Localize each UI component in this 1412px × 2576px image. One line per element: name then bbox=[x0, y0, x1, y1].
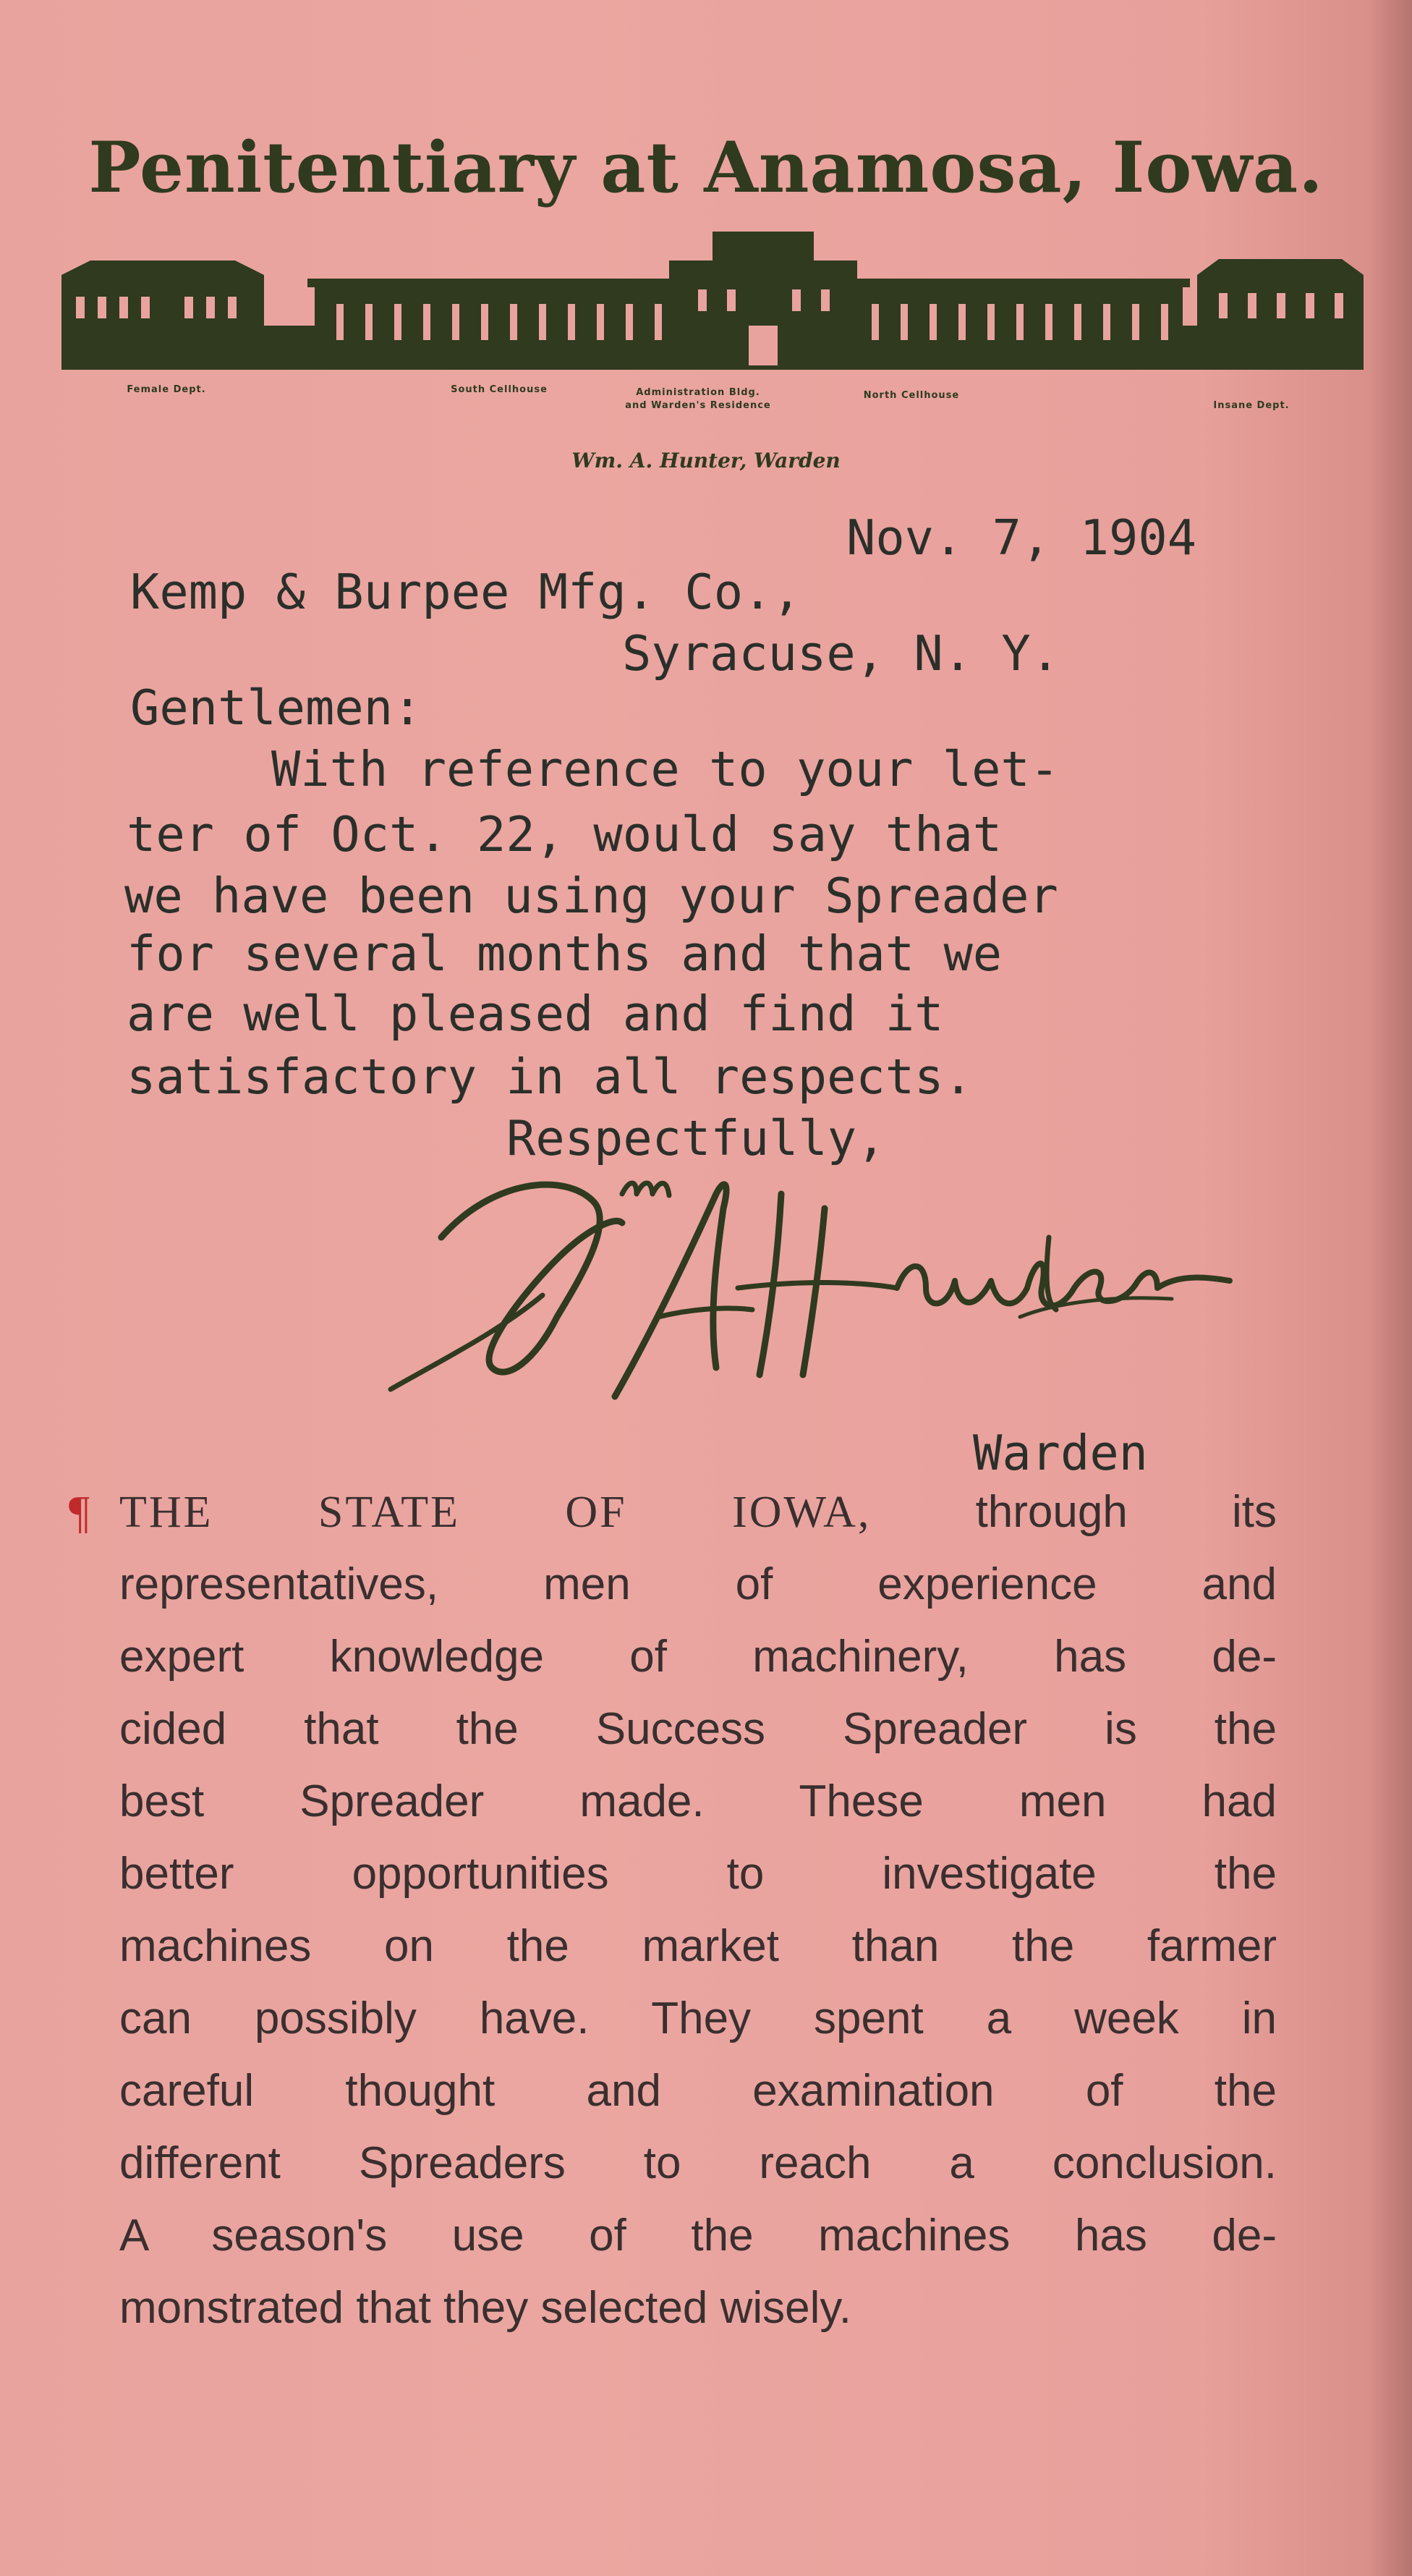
letter-body-line: we have been using your Spreader bbox=[124, 868, 1058, 924]
paragraph-line bbox=[119, 1476, 1277, 1548]
dept-label-north-cellhouse bbox=[832, 389, 991, 402]
prison-building-illustration bbox=[61, 232, 1364, 376]
paragraph-line: A season's use of the machines has de- bbox=[119, 2211, 1277, 2261]
paragraph-line: monstrated that they selected wisely. bbox=[119, 2283, 852, 2333]
dept-label-text: Administration Bldg. bbox=[636, 387, 760, 398]
dept-label-subtext: and Warden's Residence bbox=[625, 400, 771, 411]
handwritten-signature bbox=[376, 1151, 1317, 1411]
letter-recipient-line1: Kemp & Burpee Mfg. Co., bbox=[130, 564, 801, 620]
letter-signer-title: Warden bbox=[973, 1425, 1149, 1481]
letter-salutation: Gentlemen: bbox=[130, 679, 422, 736]
letter-recipient-line2: Syracuse, N. Y. bbox=[622, 625, 1060, 682]
paragraph-line: can possibly have. They spent a week in bbox=[119, 1994, 1277, 2043]
printed-paragraph bbox=[119, 1476, 1277, 2344]
dept-label-text: North Cellhouse bbox=[863, 390, 960, 401]
paragraph-line-rest: through its bbox=[975, 1487, 1277, 1537]
dept-label-administration bbox=[600, 386, 796, 412]
pilcrow-marker: ¶ bbox=[69, 1486, 90, 1538]
dept-label-text: South Cellhouse bbox=[451, 384, 548, 395]
dept-label-south-cellhouse bbox=[420, 384, 579, 397]
letter-body-line: are well pleased and find it bbox=[127, 986, 944, 1042]
paragraph-line: different Spreaders to reach a conclusion. bbox=[119, 2138, 1277, 2188]
letterhead-warden: Wm. A. Hunter, Warden bbox=[571, 449, 841, 473]
letter-closing: Respectfully, bbox=[506, 1110, 886, 1166]
letterhead-title: Penitentiary at Anamosa, Iowa. bbox=[88, 127, 1324, 208]
paragraph-line: best Spreader made. These men had bbox=[119, 1776, 1277, 1826]
dept-label-text: Female Dept. bbox=[127, 384, 206, 395]
paragraph-lead: THE STATE OF IOWA, bbox=[119, 1488, 872, 1537]
paragraph-line: careful thought and examination of the bbox=[119, 2066, 1277, 2116]
dept-label-text: Insane Dept. bbox=[1213, 400, 1290, 411]
paragraph-line: representatives, men of experience and bbox=[119, 1559, 1277, 1609]
page-edge-shadow bbox=[1369, 0, 1412, 2576]
letter-body-line: satisfactory in all respects. bbox=[127, 1048, 973, 1105]
paragraph-line: machines on the market than the farmer bbox=[119, 1921, 1277, 1971]
paragraph-line: expert knowledge of machinery, has de- bbox=[119, 1632, 1277, 1682]
dept-label-female bbox=[94, 384, 239, 397]
letter-date: Nov. 7, 1904 bbox=[846, 509, 1197, 566]
letter-body-line: ter of Oct. 22, would say that bbox=[127, 806, 1003, 863]
letter-body-line: for several months and that we bbox=[127, 925, 1003, 982]
paragraph-line: better opportunities to investigate the bbox=[119, 1849, 1277, 1899]
paragraph-line: cided that the Success Spreader is the bbox=[119, 1704, 1277, 1754]
letter-body-line: With reference to your let- bbox=[271, 741, 1060, 797]
dept-label-insane bbox=[1186, 399, 1317, 412]
